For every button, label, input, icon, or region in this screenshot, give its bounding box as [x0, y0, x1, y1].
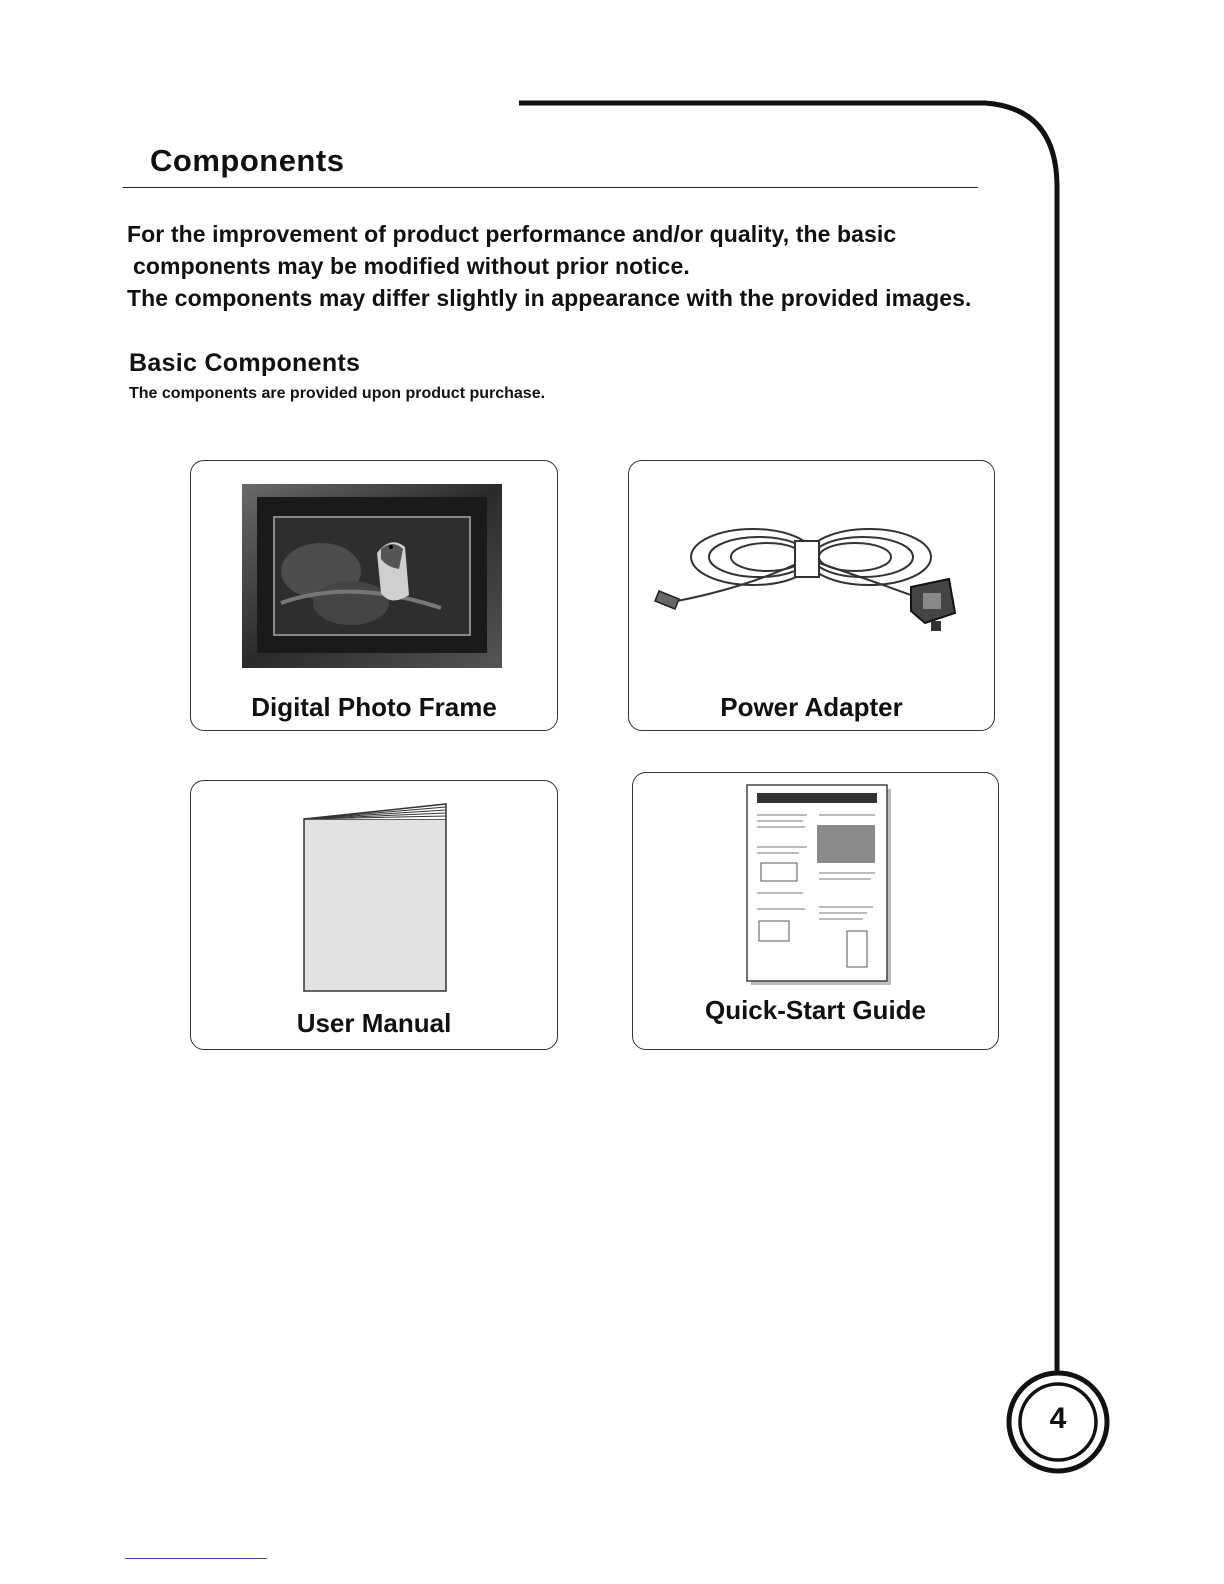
title-underline: [123, 187, 978, 188]
page-number: 4: [1049, 1402, 1067, 1435]
user-manual-icon: [301, 801, 451, 995]
basic-components-note: The components are provided upon product purchase.: [129, 385, 546, 402]
component-label-photo-frame: Digital Photo Frame: [251, 692, 497, 722]
quick-start-guide-icon: [743, 781, 893, 987]
intro-line-2: components may be modified without prior notice.: [133, 253, 690, 279]
component-label-user-manual: User Manual: [296, 1008, 452, 1038]
section-title: Components: [150, 143, 345, 178]
photo-frame-icon: [241, 483, 503, 669]
component-card-photo-frame: [190, 460, 558, 731]
intro-text: [127, 218, 972, 314]
intro-line-1: For the improvement of product performance and/or quality, the basic: [127, 221, 897, 247]
component-label-power-adapter: Power Adapter: [720, 692, 903, 722]
power-adapter-icon: [649, 527, 979, 647]
component-card-user-manual: [190, 780, 558, 1050]
component-card-quick-start-guide: [632, 772, 999, 1050]
component-card-power-adapter: [628, 460, 995, 731]
intro-line-3: The components may differ slightly in appearance with the provided images.: [127, 285, 972, 311]
component-label-quick-start-guide: Quick-Start Guide: [704, 995, 927, 1025]
footnote-rule: [125, 1558, 267, 1559]
basic-components-title: Basic Components: [129, 349, 361, 377]
